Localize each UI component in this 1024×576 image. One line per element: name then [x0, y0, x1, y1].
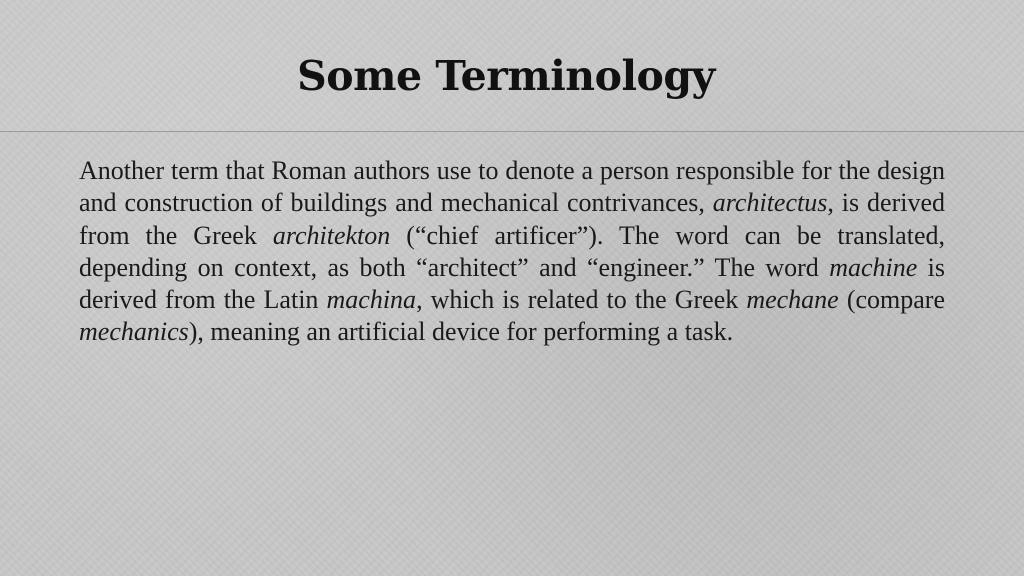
paragraph-segment: (compare	[838, 285, 945, 315]
slide-title: Some Terminology	[297, 52, 715, 100]
paragraph-segment-italic: architekton	[272, 220, 391, 250]
paragraph-segment: , is derived from the Greek	[79, 188, 945, 250]
paragraph-segment-italic: machina	[326, 285, 417, 315]
paragraph-segment-italic: machine	[829, 252, 918, 282]
title-divider	[0, 131, 1024, 132]
paragraph-segment: Another term that Roman authors use to denote a person responsible for the design and construction of buildings and mechanical contrivances,	[79, 156, 945, 218]
paragraph-segment: ), meaning an artificial device for performing a task.	[188, 317, 734, 347]
paragraph-segment: is derived from the Latin	[79, 252, 946, 315]
paragraph-segment-italic: mechanics	[79, 317, 189, 347]
paragraph-segment-italic: mechane	[746, 285, 839, 315]
paragraph-segment: (“chief artificer”). The word can be translated, depending on context, as both “architect” and “engineer.” The word	[79, 220, 945, 282]
paragraph-segment: , which is related to the Greek	[416, 285, 747, 315]
body-paragraph	[79, 155, 945, 349]
paragraph-segment-italic: architectus	[712, 188, 828, 218]
